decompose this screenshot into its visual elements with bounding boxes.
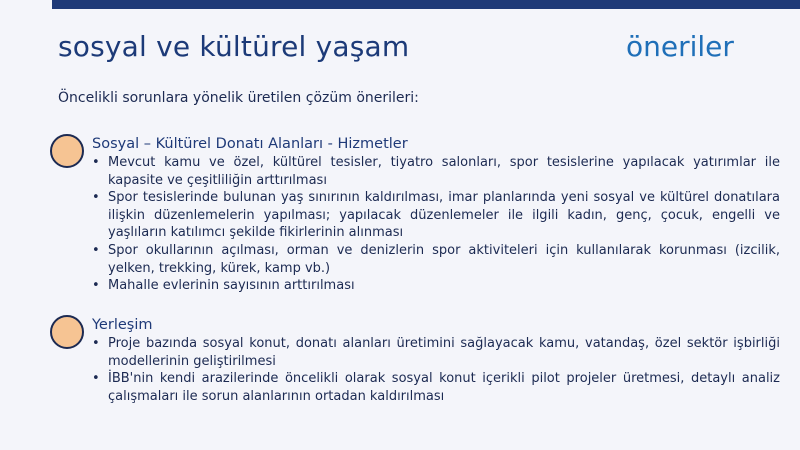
list-item: • Spor tesislerinde bulunan yaş sınırının kaldırılması, imar planlarında yeni sosyal ve kültürel donatılara ilişkin düzenlemelerin yapılması; yapılacak düzenlemeler ile ilgili kadın, genç, çocuk, engelli ve yaşlıların katılımcı şekilde fikirlerinin alınması bbox=[92, 189, 780, 242]
section-heading: Yerleşim bbox=[92, 317, 153, 333]
list-item: • Spor okullarının açılması, orman ve denizlerin spor aktiviteleri için kullanılarak korunması (izcilik, yelken, trekking, kürek, kamp vb.) bbox=[92, 242, 780, 277]
circle-bullet-icon bbox=[50, 134, 84, 168]
top-accent-bar bbox=[52, 0, 800, 9]
section-tag: öneriler bbox=[626, 30, 734, 63]
page-title: sosyal ve kültürel yaşam bbox=[58, 30, 410, 63]
section-heading: Sosyal – Kültürel Donatı Alanları - Hizmetler bbox=[92, 136, 408, 152]
list-item: • İBB'nin kendi arazilerinde öncelikli olarak sosyal konut içerikli pilot projeler üretmesi, detaylı analiz çalışmaları ile sorun alanlarının ortadan kaldırılması bbox=[92, 370, 780, 405]
list-item: • Mahalle evlerinin sayısının arttırılması bbox=[92, 277, 780, 295]
suggestion-list bbox=[92, 154, 780, 295]
intro-text: Öncelikli sorunlara yönelik üretilen çözüm önerileri: bbox=[58, 90, 419, 106]
list-item: • Mevcut kamu ve özel, kültürel tesisler, tiyatro salonları, spor tesislerine yapılacak yatırımlar ile kapasite ve çeşitliliğin arttırılması bbox=[92, 154, 780, 189]
suggestion-list bbox=[92, 335, 780, 405]
circle-bullet-icon bbox=[50, 315, 84, 349]
list-item: • Proje bazında sosyal konut, donatı alanları üretimini sağlayacak kamu, vatandaş, özel sektör işbirliği modellerinin geliştirilmesi bbox=[92, 335, 780, 370]
